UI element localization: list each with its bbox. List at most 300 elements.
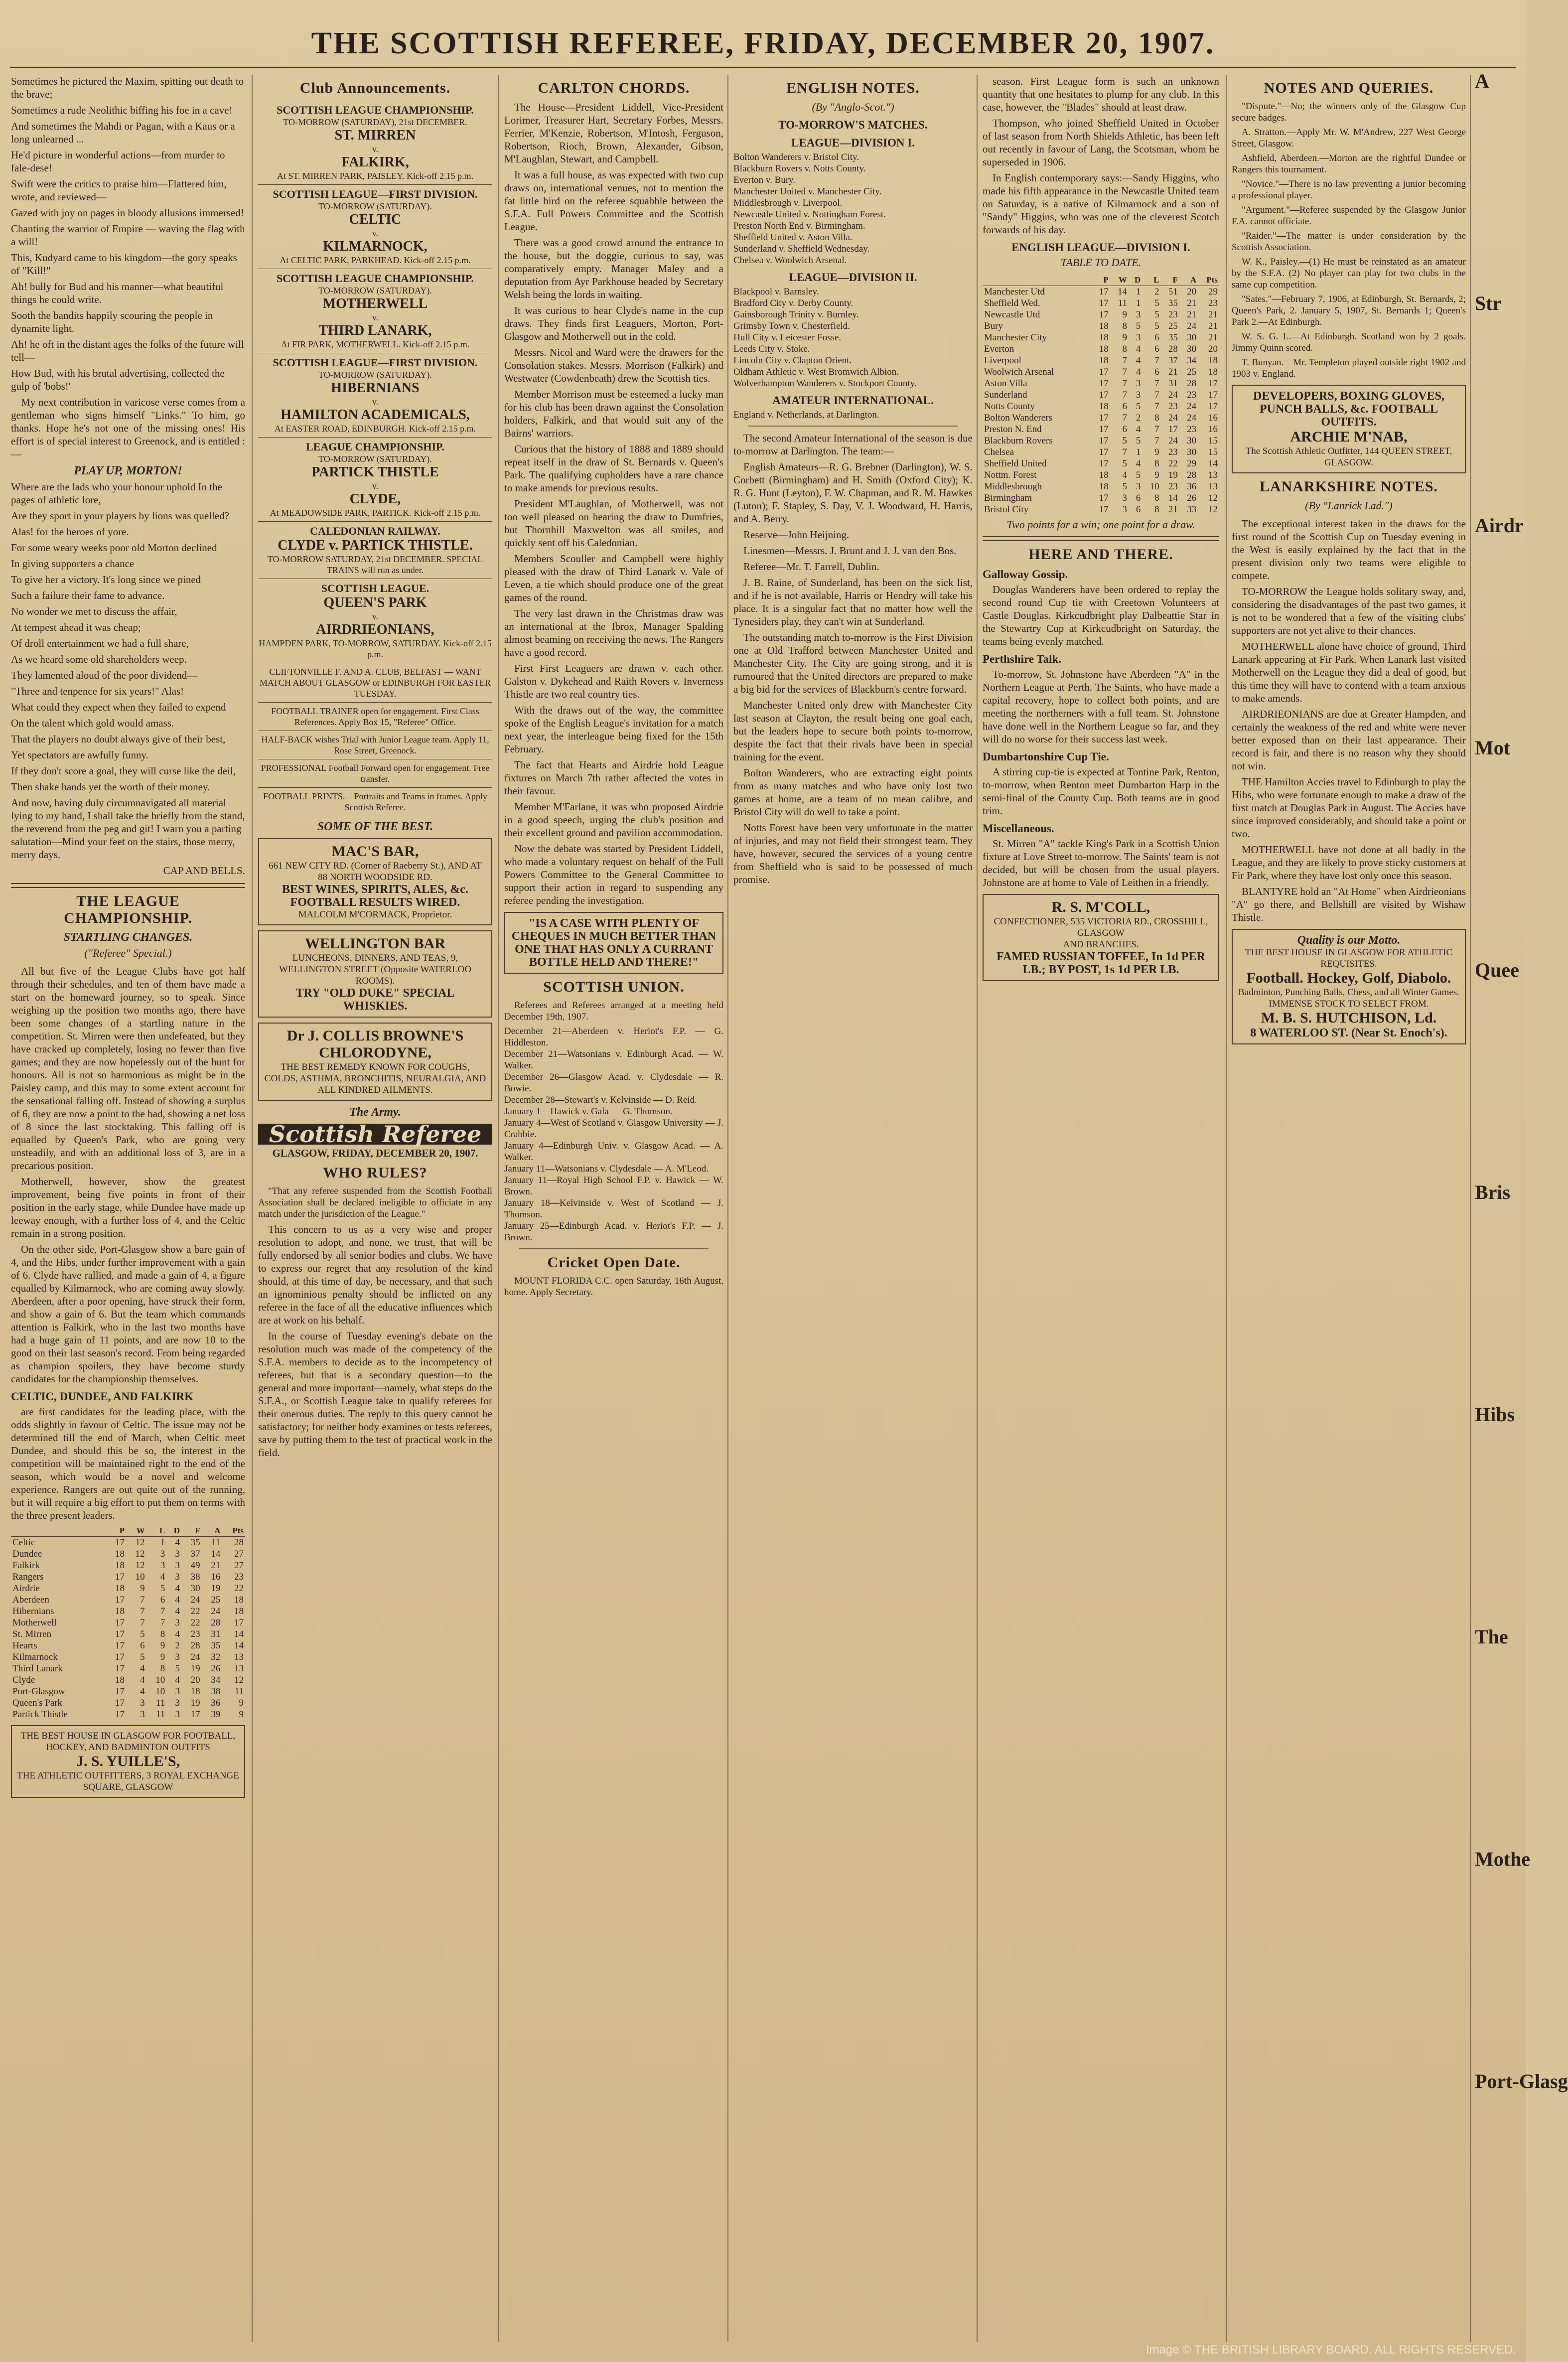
table-cell: Bury bbox=[984, 321, 1003, 331]
advert-text: BEST WINES, SPIRITS, ALES, &c. bbox=[282, 883, 468, 896]
paragraph: It was a full house, as was expected with two cup draws on, international venues, not to mention the fat little bird on the referee squabble between the S.F.A. Full Powers Committee and the Scottish League. bbox=[504, 169, 723, 233]
table-cell: 8 bbox=[1154, 493, 1159, 503]
table-cell: 10 bbox=[135, 1572, 145, 1582]
table-cell: 8 bbox=[1154, 458, 1159, 469]
paragraph: In English contemporary says:—Sandy Higgins, who made his fifth appearance in the Newcastle United team on Saturday, is a native of Kilmarnock and a son of "Sandy" Higgins, who was one of the cleverest Scotch forwards of his day. bbox=[983, 172, 1219, 236]
section-heading: AMATEUR INTERNATIONAL. bbox=[772, 394, 934, 407]
column-rule bbox=[977, 75, 978, 2342]
paragraph: Sometimes a rude Neolithic biffing his foe in a cave! bbox=[11, 104, 233, 116]
cut-off-text-fragment: Bris bbox=[1475, 1181, 1511, 1203]
table-cell: 17 bbox=[115, 1595, 125, 1605]
table-cell: 3 bbox=[1136, 309, 1141, 320]
paragraph: Sometimes he pictured the Maxim, spitting out death to the brave; bbox=[11, 75, 244, 100]
table-row bbox=[11, 1537, 245, 1549]
section-heading: The Army. bbox=[349, 1106, 401, 1119]
advert-text: The Scottish Athletic Outfitter, 144 QUEEN STREET, GLASGOW. bbox=[1245, 446, 1452, 468]
table-row bbox=[983, 355, 1219, 366]
table-cell: 17 bbox=[115, 1709, 125, 1720]
column-header: A bbox=[202, 1525, 222, 1537]
paragraph: Bolton Wanderers, who are extracting eight points from as many matches and who have only lost two games at home, are a team of no mean calibre, and Bristol City will do well to take a point. bbox=[733, 767, 973, 818]
article-body bbox=[11, 965, 245, 1385]
table-cell: 12 bbox=[1208, 504, 1218, 515]
paragraph: Middlesbrough v. Liverpool. bbox=[733, 198, 843, 208]
paragraph: "Argument."—Referee suspended by the Glasgow Junior F.A. cannot officiate. bbox=[1232, 205, 1466, 227]
table-cell: 20 bbox=[190, 1675, 200, 1685]
table-cell: 6 bbox=[1122, 401, 1128, 412]
table-cell: 3 bbox=[1136, 332, 1141, 343]
table-cell: 4 bbox=[175, 1606, 180, 1617]
advert-yuille bbox=[11, 1725, 245, 1798]
table-cell: 23 bbox=[1168, 401, 1178, 412]
table-cell: 24 bbox=[1187, 321, 1197, 331]
article-body bbox=[1232, 517, 1466, 924]
table-subheading: TABLE TO DATE. bbox=[1060, 256, 1141, 269]
fixture-list bbox=[504, 1026, 723, 1243]
table-cell: 23 bbox=[1187, 390, 1197, 400]
table-cell: 30 bbox=[1187, 436, 1197, 446]
article-byline: ("Referee" Special.) bbox=[84, 947, 172, 959]
table-cell: 6 bbox=[1122, 424, 1128, 435]
table-cell: 3 bbox=[175, 1698, 180, 1708]
announcement-detail: At ST. MIRREN PARK, PAISLEY. Kick-off 2.15 p.m. bbox=[277, 171, 474, 181]
table-cell: 7 bbox=[140, 1618, 145, 1628]
paragraph: If they don't score a goal, they will curse like the deil, bbox=[11, 765, 236, 777]
table-cell: 21 bbox=[1168, 367, 1178, 377]
table-cell: 12 bbox=[135, 1549, 145, 1559]
announcement-detail: CLIFTONVILLE F. AND A. CLUB, BELFAST — WANT MATCH ABOUT GLASGOW or EDINBURGH FOR EASTER TUESDAY. bbox=[259, 667, 491, 699]
advert-macs-bar bbox=[258, 838, 492, 925]
table-cell: 16 bbox=[211, 1572, 221, 1582]
table-cell: 7 bbox=[160, 1606, 165, 1617]
table-cell: 17 bbox=[1208, 390, 1218, 400]
table-cell: 17 bbox=[1099, 447, 1109, 457]
table-cell: 13 bbox=[234, 1663, 244, 1674]
table-cell: 29 bbox=[1208, 287, 1218, 297]
table-cell: 21 bbox=[1187, 309, 1197, 320]
team-name: THIRD LANARK, bbox=[318, 323, 432, 338]
paragraph: No wonder we met to discuss the affair, bbox=[11, 605, 177, 617]
table-cell: 4 bbox=[175, 1629, 180, 1639]
paragraph: And sometimes the Mahdi or Pagan, with a Kaus or a long unlearned ... bbox=[11, 120, 235, 145]
advert-text: Badminton, Punching Balls, Chess, and all Winter Games. bbox=[1238, 987, 1459, 998]
table-cell: 19 bbox=[190, 1698, 200, 1708]
paragraph: Where are the lads who your honour uphold In the pages of athletic lore, bbox=[11, 481, 222, 506]
paragraph: President M'Laughlan, of Motherwell, was not too well pleased on hearing the draw to Dumfries, but Thornhill Maxwelton was all smiles, and quickly sent off his Caledonian. bbox=[504, 498, 723, 549]
table-cell: 27 bbox=[234, 1549, 244, 1559]
paragraph: TO-MORROW the League holds solitary sway, and, considering the disadvantages of the past two games, it is not to be wondered that a few of the visiting clubs' supporters are not yet alive to their chances. bbox=[1232, 586, 1466, 636]
advert-text: DEVELOPERS, BOXING GLOVES, PUNCH BALLS, &c. FOOTBALL OUTFITS. bbox=[1253, 390, 1445, 429]
table-cell: 25 bbox=[211, 1595, 221, 1605]
table-cell: 17 bbox=[1099, 378, 1109, 389]
table-cell: 3 bbox=[1122, 493, 1128, 503]
club-announcement bbox=[258, 101, 492, 185]
column-heading: Club Announcements. bbox=[299, 80, 451, 96]
paragraph: THE Hamilton Accies travel to Edinburgh to play the Hibs, who were fortunate enough to make a draw of the first match at Douglas Park in August. The Accies have since improved considerably, and should take a point or two. bbox=[1232, 776, 1466, 840]
column-rule bbox=[252, 75, 253, 2342]
announcement-title: SCOTTISH LEAGUE—FIRST DIVISION. bbox=[273, 188, 478, 200]
club-announcement bbox=[258, 269, 492, 353]
table-cell: 18 bbox=[1099, 332, 1109, 343]
article-body bbox=[258, 1223, 492, 1459]
table-cell: 4 bbox=[1136, 344, 1141, 354]
table-cell: 18 bbox=[234, 1595, 244, 1605]
advert-text: FAMED RUSSIAN TOFFEE, In 1d PER LB.; BY POST, 1s 1d PER LB. bbox=[997, 950, 1205, 976]
table-cell: 18 bbox=[1099, 321, 1109, 331]
table-cell: 24 bbox=[211, 1606, 221, 1617]
table-row bbox=[983, 424, 1219, 435]
table-cell: 24 bbox=[1187, 413, 1197, 423]
table-cell: 23 bbox=[1168, 309, 1178, 320]
table-cell: 5 bbox=[175, 1663, 180, 1674]
paragraph: Gainsborough Trinity v. Burnley. bbox=[733, 309, 859, 320]
announcement-detail: At CELTIC PARK, PARKHEAD. Kick-off 2.15 p.m. bbox=[280, 255, 471, 265]
paragraph: Newcastle United v. Nottingham Forest. bbox=[733, 209, 886, 220]
small-ad-text: PROFESSIONAL Football Forward open for engagement. Free transfer. bbox=[261, 763, 490, 784]
verse-block bbox=[11, 75, 245, 393]
column-header: D bbox=[166, 1525, 181, 1537]
club-announcement bbox=[258, 353, 492, 438]
quoted-resolution: "That any referee suspended from the Scottish Football Association shall be declared ineligible to officiate in any match under the jurisdiction of the League." bbox=[258, 1186, 492, 1219]
paragraph: A stirring cup-tie is expected at Tontine Park, Renton, to-morrow, when Renton meet Dumbarton Harp in the semi-final of the County Cup. Both teams are in good trim. bbox=[983, 766, 1219, 817]
table-cell: 49 bbox=[190, 1560, 200, 1571]
advert-name: Football. Hockey, Golf, Diabolo. bbox=[1246, 970, 1451, 986]
table-cell: 3 bbox=[175, 1560, 180, 1571]
paragraph: MOTHERWELL have not done at all badly in the League, and they are likely to prove sticky customers at Fir Park, where they have lost only once this season. bbox=[1232, 844, 1466, 882]
table-cell: Chelsea bbox=[984, 447, 1014, 457]
table-cell: 21 bbox=[1208, 321, 1218, 331]
table-cell: 28 bbox=[190, 1640, 200, 1651]
table-cell: Queen's Park bbox=[12, 1698, 62, 1708]
table-cell: Rangers bbox=[12, 1572, 44, 1582]
column-header: F bbox=[181, 1525, 202, 1537]
team-name: AIRDRIEONIANS, bbox=[316, 622, 434, 637]
table-cell: 9 bbox=[140, 1583, 145, 1594]
quote-box bbox=[504, 912, 723, 974]
cut-off-text-fragment: The bbox=[1475, 1625, 1508, 1648]
table-row bbox=[983, 401, 1219, 412]
article-body bbox=[983, 75, 1219, 236]
announcement-detail: At FIR PARK, MOTHERWELL. Kick-off 2.15 p.m. bbox=[281, 339, 470, 349]
club-announcement bbox=[258, 185, 492, 269]
paragraph: Chelsea v. Woolwich Arsenal. bbox=[733, 255, 847, 266]
table-cell: 6 bbox=[160, 1595, 165, 1605]
advert-text: TRY "OLD DUKE" SPECIAL WHISKIES. bbox=[295, 987, 455, 1013]
table-cell: 14 bbox=[234, 1629, 244, 1639]
poem-title: PLAY UP, MORTON! bbox=[74, 464, 182, 477]
announcement-date: TO-MORROW (SATURDAY). bbox=[318, 201, 432, 211]
article-heading: HERE AND THERE. bbox=[1028, 546, 1173, 563]
table-cell: 15 bbox=[1208, 447, 1218, 457]
table-cell: 7 bbox=[1154, 401, 1159, 412]
announcement-detail: At MEADOWSIDE PARK, PARTICK. Kick-off 2.15 p.m. bbox=[270, 508, 481, 518]
table-cell: 7 bbox=[1122, 390, 1128, 400]
table-cell: 25 bbox=[1187, 367, 1197, 377]
table-cell: 9 bbox=[160, 1652, 165, 1662]
fixture-list bbox=[733, 151, 973, 266]
table-cell: 3 bbox=[175, 1549, 180, 1559]
paragraph: Everton v. Bury. bbox=[733, 175, 796, 185]
paragraph: Blackburn Rovers v. Notts County. bbox=[733, 163, 866, 174]
paragraph: Bradford City v. Derby County. bbox=[733, 298, 854, 308]
table-cell: 26 bbox=[211, 1663, 221, 1674]
table-cell: 6 bbox=[1154, 344, 1159, 354]
paragraph: W. S. G. L.—At Edinburgh. Scotland won by 2 goals. Jimmy Quinn scored. bbox=[1232, 331, 1466, 353]
paragraph: Ah! he oft in the distant ages the folks of the future will tell— bbox=[11, 338, 244, 363]
paragraph: To-morrow, St. Johnstone have Aberdeen "A" in the Northern League at Perth. The Saints, who have made a capital recovery, hope to collect both points, and are meeting the northerners with a full team. St. Johnstone have done well in the Northern League so far, and they will do no worse for their success last week. bbox=[983, 668, 1219, 745]
column-heading: CARLTON CHORDS. bbox=[538, 80, 690, 96]
paragraph: In giving supporters a chance bbox=[11, 558, 135, 570]
table-cell: 7 bbox=[1154, 424, 1159, 435]
paragraph: January 1—Hawick v. Gala — G. Thomson. bbox=[504, 1106, 673, 1117]
table-cell: 7 bbox=[1122, 355, 1128, 366]
paragraph: "Sates."—February 7, 1906, at Edinburgh, St. Bernards, 2; Queen's Park, 2. January 5, 1907, St. Bernards 1; Queen's Park 2.—At Edinburgh. bbox=[1232, 294, 1466, 327]
table-row bbox=[11, 1674, 245, 1686]
table-cell: 22 bbox=[1168, 458, 1178, 469]
table-cell: 17 bbox=[1099, 493, 1109, 503]
column-header: F bbox=[1161, 274, 1179, 286]
table-row bbox=[983, 309, 1219, 320]
table-cell: 3 bbox=[1136, 378, 1141, 389]
paragraph: Then shake hands yet the worth of their money. bbox=[11, 781, 210, 793]
table-cell: 6 bbox=[1154, 332, 1159, 343]
table-cell: 10 bbox=[1149, 481, 1159, 492]
table-cell: 7 bbox=[1122, 413, 1128, 423]
table-cell: 35 bbox=[1168, 298, 1178, 308]
table-cell: 28 bbox=[211, 1618, 221, 1628]
table-cell: 6 bbox=[140, 1640, 145, 1651]
paragraph: Preston North End v. Birmingham. bbox=[733, 221, 865, 231]
advert-text: MALCOLM M'CORMACK, Proprietor. bbox=[298, 909, 452, 920]
advert-mccoll bbox=[983, 894, 1219, 981]
table-cell: 5 bbox=[1122, 481, 1128, 492]
table-cell: 2 bbox=[1136, 413, 1141, 423]
table-cell: 27 bbox=[234, 1560, 244, 1571]
table-row bbox=[11, 1594, 245, 1606]
table-cell: 11 bbox=[155, 1709, 165, 1720]
paragraph: Sooth the bandits happily scouring the people in dynamite light. bbox=[11, 309, 213, 334]
announcement-detail: TO-MORROW SATURDAY, 21st DECEMBER. SPECIAL TRAINS will run as under. bbox=[267, 554, 483, 575]
table-cell: 18 bbox=[1208, 367, 1218, 377]
paragraph: On the other side, Port-Glasgow show a bare gain of 4, and the Hibs, under further improvement with a gain of 6. Clyde have rallied, and made a gain of 4, a figure equalled by Kilmarnock, who are coming away slowly. Aberdeen, after a poor opening, have struck their form, and show a gain of 6. But the team which commands attention is Falkirk, who in the last two months have had a huge gain of 11 points, and are now 10 to the good on their last season's record. From being regarded as champion spoilers, they have become sturdy candidates for the championship themselves. bbox=[11, 1243, 245, 1385]
table-row bbox=[983, 332, 1219, 343]
table-cell: Port-Glasgow bbox=[12, 1686, 65, 1697]
table-cell: 1 bbox=[1136, 447, 1141, 457]
advert-name: WELLINGTON BAR bbox=[304, 935, 445, 952]
table-cell: 4 bbox=[175, 1675, 180, 1685]
table-cell: 18 bbox=[1099, 344, 1109, 354]
column-header: L bbox=[146, 1525, 167, 1537]
table-cell: 8 bbox=[1122, 321, 1128, 331]
table-cell: 3 bbox=[175, 1652, 180, 1662]
table-row bbox=[983, 412, 1219, 424]
table-cell: 14 bbox=[1118, 287, 1128, 297]
paragraph: Notts Forest have been very unfortunate in the matter of injuries, and may not field their strongest team. They have, however, secured the services of a young centre from Sheffield who is said to be possessed of much promise. bbox=[733, 822, 973, 886]
paragraph: are first candidates for the leading place, with the odds slightly in favour of Celtic. The issue may not be determined till the end of March, when Celtic meet Dundee, and should this be so, the interest in the competition will be maintained right to the end of the season, which would be a novel and welcome experience. Rangers are out quite out of the running, but it will require a big effort to put them on terms with the three present leaders. bbox=[11, 1406, 245, 1521]
table-cell: 17 bbox=[115, 1640, 125, 1651]
club-announcement bbox=[258, 579, 492, 663]
paragraph: He'd picture in wonderful actions—from murder to fale-dese! bbox=[11, 149, 225, 174]
versus-label: v. bbox=[372, 312, 379, 322]
paragraph: Oldham Athletic v. West Bromwich Albion. bbox=[733, 367, 899, 377]
advert-name: M. B. S. HUTCHISON, Ld. bbox=[1261, 1010, 1437, 1026]
table-cell: 17 bbox=[1168, 424, 1178, 435]
column-rule bbox=[1226, 75, 1227, 2342]
paragraph: With the draws out of the way, the committee spoke of the English League's invitation for a match next year, the interleague being fixed for the 15th February. bbox=[504, 704, 723, 755]
table-cell: 6 bbox=[1136, 504, 1141, 515]
paragraph: W. K., Paisley.—(1) He must be reinstated as an amateur by the S.F.A. (2) No player can play for two clubs in the same cup competition. bbox=[1232, 257, 1466, 290]
table-cell: 34 bbox=[1187, 355, 1197, 366]
table-row bbox=[983, 435, 1219, 446]
team-name: MOTHERWELL bbox=[322, 296, 428, 311]
column-header: A bbox=[1179, 274, 1198, 286]
column-header: W bbox=[126, 1525, 146, 1537]
club-announcement bbox=[258, 438, 492, 522]
advert-name: Dr J. COLLIS BROWNE'S CHLORODYNE, bbox=[286, 1028, 464, 1061]
table-cell: 8 bbox=[1154, 413, 1159, 423]
table-cell: 21 bbox=[1168, 504, 1178, 515]
paragraph: The outstanding match to-morrow is the First Division one at Old Trafford between Manchester United and Manchester City. The City are going strong, and it is rumoured that the United directors are prepared to make a big bid for the services of Blackburn's centre forward. bbox=[733, 631, 973, 695]
table-cell: 37 bbox=[190, 1549, 200, 1559]
table-cell: Clyde bbox=[12, 1675, 35, 1685]
table-cell: 21 bbox=[1208, 309, 1218, 320]
quote-text: "IS A CASE WITH PLENTY OF CHEQUES IN MUCH BETTER THAN ONE THAT HAS ONLY A CURRANT BOTTLE HELD AND THERE!" bbox=[511, 917, 716, 969]
team-name: PARTICK THISTLE bbox=[311, 464, 439, 480]
table-cell: 3 bbox=[1136, 390, 1141, 400]
paragraph: This concern to us as a very wise and proper resolution to adopt, and none, we trust, that will be fully endorsed by all senior bodies and clubs. We have to express our regret that any resolution of the kind should, at this time of day, be necessary, and that such an ignominious penalty should be inflicted on any referee in the face of all the educative influences which are at work on his behalf. bbox=[258, 1223, 492, 1326]
table-cell: 23 bbox=[1168, 447, 1178, 457]
table-cell: 31 bbox=[1168, 378, 1178, 389]
divider bbox=[748, 426, 958, 427]
paragraph: Member M'Farlane, it was who proposed Airdrie in a good speech, urging the club's position and their excellent ground and pavilion accommodation. bbox=[504, 801, 723, 839]
table-cell: 36 bbox=[211, 1698, 221, 1708]
paragraph: Blackpool v. Barnsley. bbox=[733, 287, 819, 297]
advert-text: THE BEST REMEDY KNOWN FOR COUGHS, COLDS, ASTHMA, BRONCHITIS, NEURALGIA, AND ALL KINDRED AILMENTS. bbox=[264, 1062, 486, 1095]
table-cell: Middlesbrough bbox=[984, 481, 1042, 492]
table-row bbox=[11, 1617, 245, 1628]
paragraph: Wolverhampton Wanderers v. Stockport County. bbox=[733, 378, 917, 389]
table-cell: Manchester City bbox=[984, 332, 1047, 343]
table-cell: Bristol City bbox=[984, 504, 1029, 515]
advert-wellington-bar bbox=[258, 930, 492, 1018]
column-7-edge bbox=[1475, 70, 1568, 2342]
table-cell: 3 bbox=[1122, 504, 1128, 515]
table-cell: 3 bbox=[175, 1709, 180, 1720]
advert-text: 661 NEW CITY RD. (Corner of Raeberry St.), AND AT 88 NORTH WOODSIDE RD. bbox=[269, 861, 482, 883]
table-cell: 7 bbox=[1154, 390, 1159, 400]
table-cell: 15 bbox=[1208, 436, 1218, 446]
paragraph: The very last drawn in the Christmas draw was an international at the Ibrox, Manager Spalding almost beaming on receiving the news. The Rangers have a good record. bbox=[504, 607, 723, 658]
table-cell: 17 bbox=[115, 1537, 125, 1548]
small-ad bbox=[258, 788, 492, 816]
table-cell: 9 bbox=[239, 1698, 244, 1708]
section-heading: SOME OF THE BEST. bbox=[317, 820, 433, 833]
paragraph: On the talent which gold would amass. bbox=[11, 717, 174, 729]
table-row bbox=[11, 1606, 245, 1617]
announcement-date: TO-MORROW (SATURDAY), 21st DECEMBER. bbox=[283, 117, 467, 127]
table-cell: 7 bbox=[140, 1606, 145, 1617]
table-cell: 9 bbox=[239, 1709, 244, 1720]
table-cell: 5 bbox=[160, 1583, 165, 1594]
section-heading: LEAGUE—DIVISION I. bbox=[791, 137, 915, 149]
table-cell: 17 bbox=[115, 1663, 125, 1674]
paragraph: Such a failure their fame to advance. bbox=[11, 590, 165, 601]
table-cell: 21 bbox=[211, 1560, 221, 1571]
table-cell: 22 bbox=[190, 1606, 200, 1617]
table-cell: 28 bbox=[1187, 378, 1197, 389]
versus-label: v. bbox=[372, 611, 379, 621]
table-cell: 23 bbox=[1168, 481, 1178, 492]
cut-off-text-fragment: Airdr bbox=[1475, 514, 1524, 537]
table-row bbox=[983, 366, 1219, 378]
table-cell: 18 bbox=[115, 1583, 125, 1594]
table-row bbox=[11, 1628, 245, 1640]
table-cell: 2 bbox=[175, 1640, 180, 1651]
paragraph: And now, having duly circumnavigated all material lying to my hand, I shall take the briefly from the stand, the reverend from the peg and git! I warn you a parting salutation—Mind your feet on the stairs, those merry, merry days. bbox=[11, 797, 245, 861]
paragraph: The exceptional interest taken in the draws for the first round of the Scottish Cup on Tuesday evening in the West is easily explained by the fact that in the present division only two teams were eligible to compete. bbox=[1232, 518, 1466, 582]
table-cell: 18 bbox=[115, 1675, 125, 1685]
table-note: Two points for a win; one point for a draw. bbox=[1006, 518, 1195, 531]
notes-list bbox=[1232, 101, 1466, 380]
paragraph: Messrs. Nicol and Ward were the drawers for the Consolation stakes. Messrs. Morrison (Falkirk) and Westwater (Cowdenbeath) drew the Scottish ties. bbox=[504, 346, 723, 384]
table-cell: Blackburn Rovers bbox=[984, 436, 1053, 446]
cut-off-text-fragment: Hibs bbox=[1475, 1403, 1515, 1426]
table-cell: 14 bbox=[211, 1549, 221, 1559]
table-row bbox=[983, 446, 1219, 458]
table-cell: 3 bbox=[160, 1560, 165, 1571]
paragraph: The second Amateur International of the season is due to-morrow at Darlington. The team:— bbox=[733, 432, 973, 457]
signature: CAP AND BELLS. bbox=[163, 865, 245, 877]
table-cell: 11 bbox=[1118, 298, 1128, 308]
article-byline: (By "Lanrick Lad.") bbox=[1305, 499, 1393, 512]
table-cell: 18 bbox=[1099, 355, 1109, 366]
announcement-title: SCOTTISH LEAGUE—FIRST DIVISION. bbox=[273, 356, 478, 369]
english-league-table bbox=[983, 274, 1219, 515]
table-cell: 30 bbox=[190, 1583, 200, 1594]
table-cell: 7 bbox=[1154, 355, 1159, 366]
column-header: W bbox=[1110, 274, 1129, 286]
table-cell: 3 bbox=[140, 1709, 145, 1720]
paragraph: MOUNT FLORIDA C.C. open Saturday, 16th August, home. Apply Secretary. bbox=[504, 1276, 723, 1298]
table-row bbox=[983, 378, 1219, 389]
table-cell: 38 bbox=[190, 1572, 200, 1582]
divider bbox=[519, 1248, 709, 1249]
column-rule bbox=[727, 75, 728, 2342]
table-cell: 6 bbox=[1136, 493, 1141, 503]
table-cell: 7 bbox=[160, 1618, 165, 1628]
small-ad bbox=[258, 703, 492, 731]
table-row bbox=[983, 389, 1219, 401]
advert-text: LUNCHEONS, DINNERS, AND TEAS, 9, WELLINGTON STREET (Opposite WATERLOO ROOMS). bbox=[279, 953, 471, 986]
table-cell: Nottm. Forest bbox=[984, 470, 1037, 480]
article-heading: WHO RULES? bbox=[323, 1165, 428, 1181]
team-name: KILMARNOCK, bbox=[323, 239, 428, 254]
table-cell: 26 bbox=[1187, 493, 1197, 503]
paragraph: Sunderland v. Sheffield Wednesday. bbox=[733, 244, 870, 254]
team-name: HIBERNIANS bbox=[331, 380, 420, 396]
paragraph: First First Leaguers are drawn v. each other. Galston v. Dykehead and Raith Rovers v. Inverness Thistle are two real country ties. bbox=[504, 662, 723, 700]
table-row bbox=[11, 1560, 245, 1571]
paragraph: "Novice."—There is no law preventing a junior becoming a professional player. bbox=[1232, 179, 1466, 201]
table-row bbox=[983, 286, 1219, 298]
image-credit: Image © THE BRITISH LIBRARY BOARD. ALL RIGHTS RESERVED. bbox=[1145, 2343, 1516, 2357]
cut-off-text-fragment: Mothe bbox=[1475, 1848, 1531, 1870]
paragraph: January 11—Watsonians v. Clydesdale — A. M'Leod. bbox=[504, 1164, 709, 1174]
table-cell: 5 bbox=[1154, 321, 1159, 331]
section-heading: LEAGUE—DIVISION II. bbox=[789, 271, 917, 284]
article-byline: (By "Anglo-Scot.") bbox=[812, 101, 894, 113]
table-cell: 17 bbox=[1099, 287, 1109, 297]
table-cell: 18 bbox=[1099, 470, 1109, 480]
